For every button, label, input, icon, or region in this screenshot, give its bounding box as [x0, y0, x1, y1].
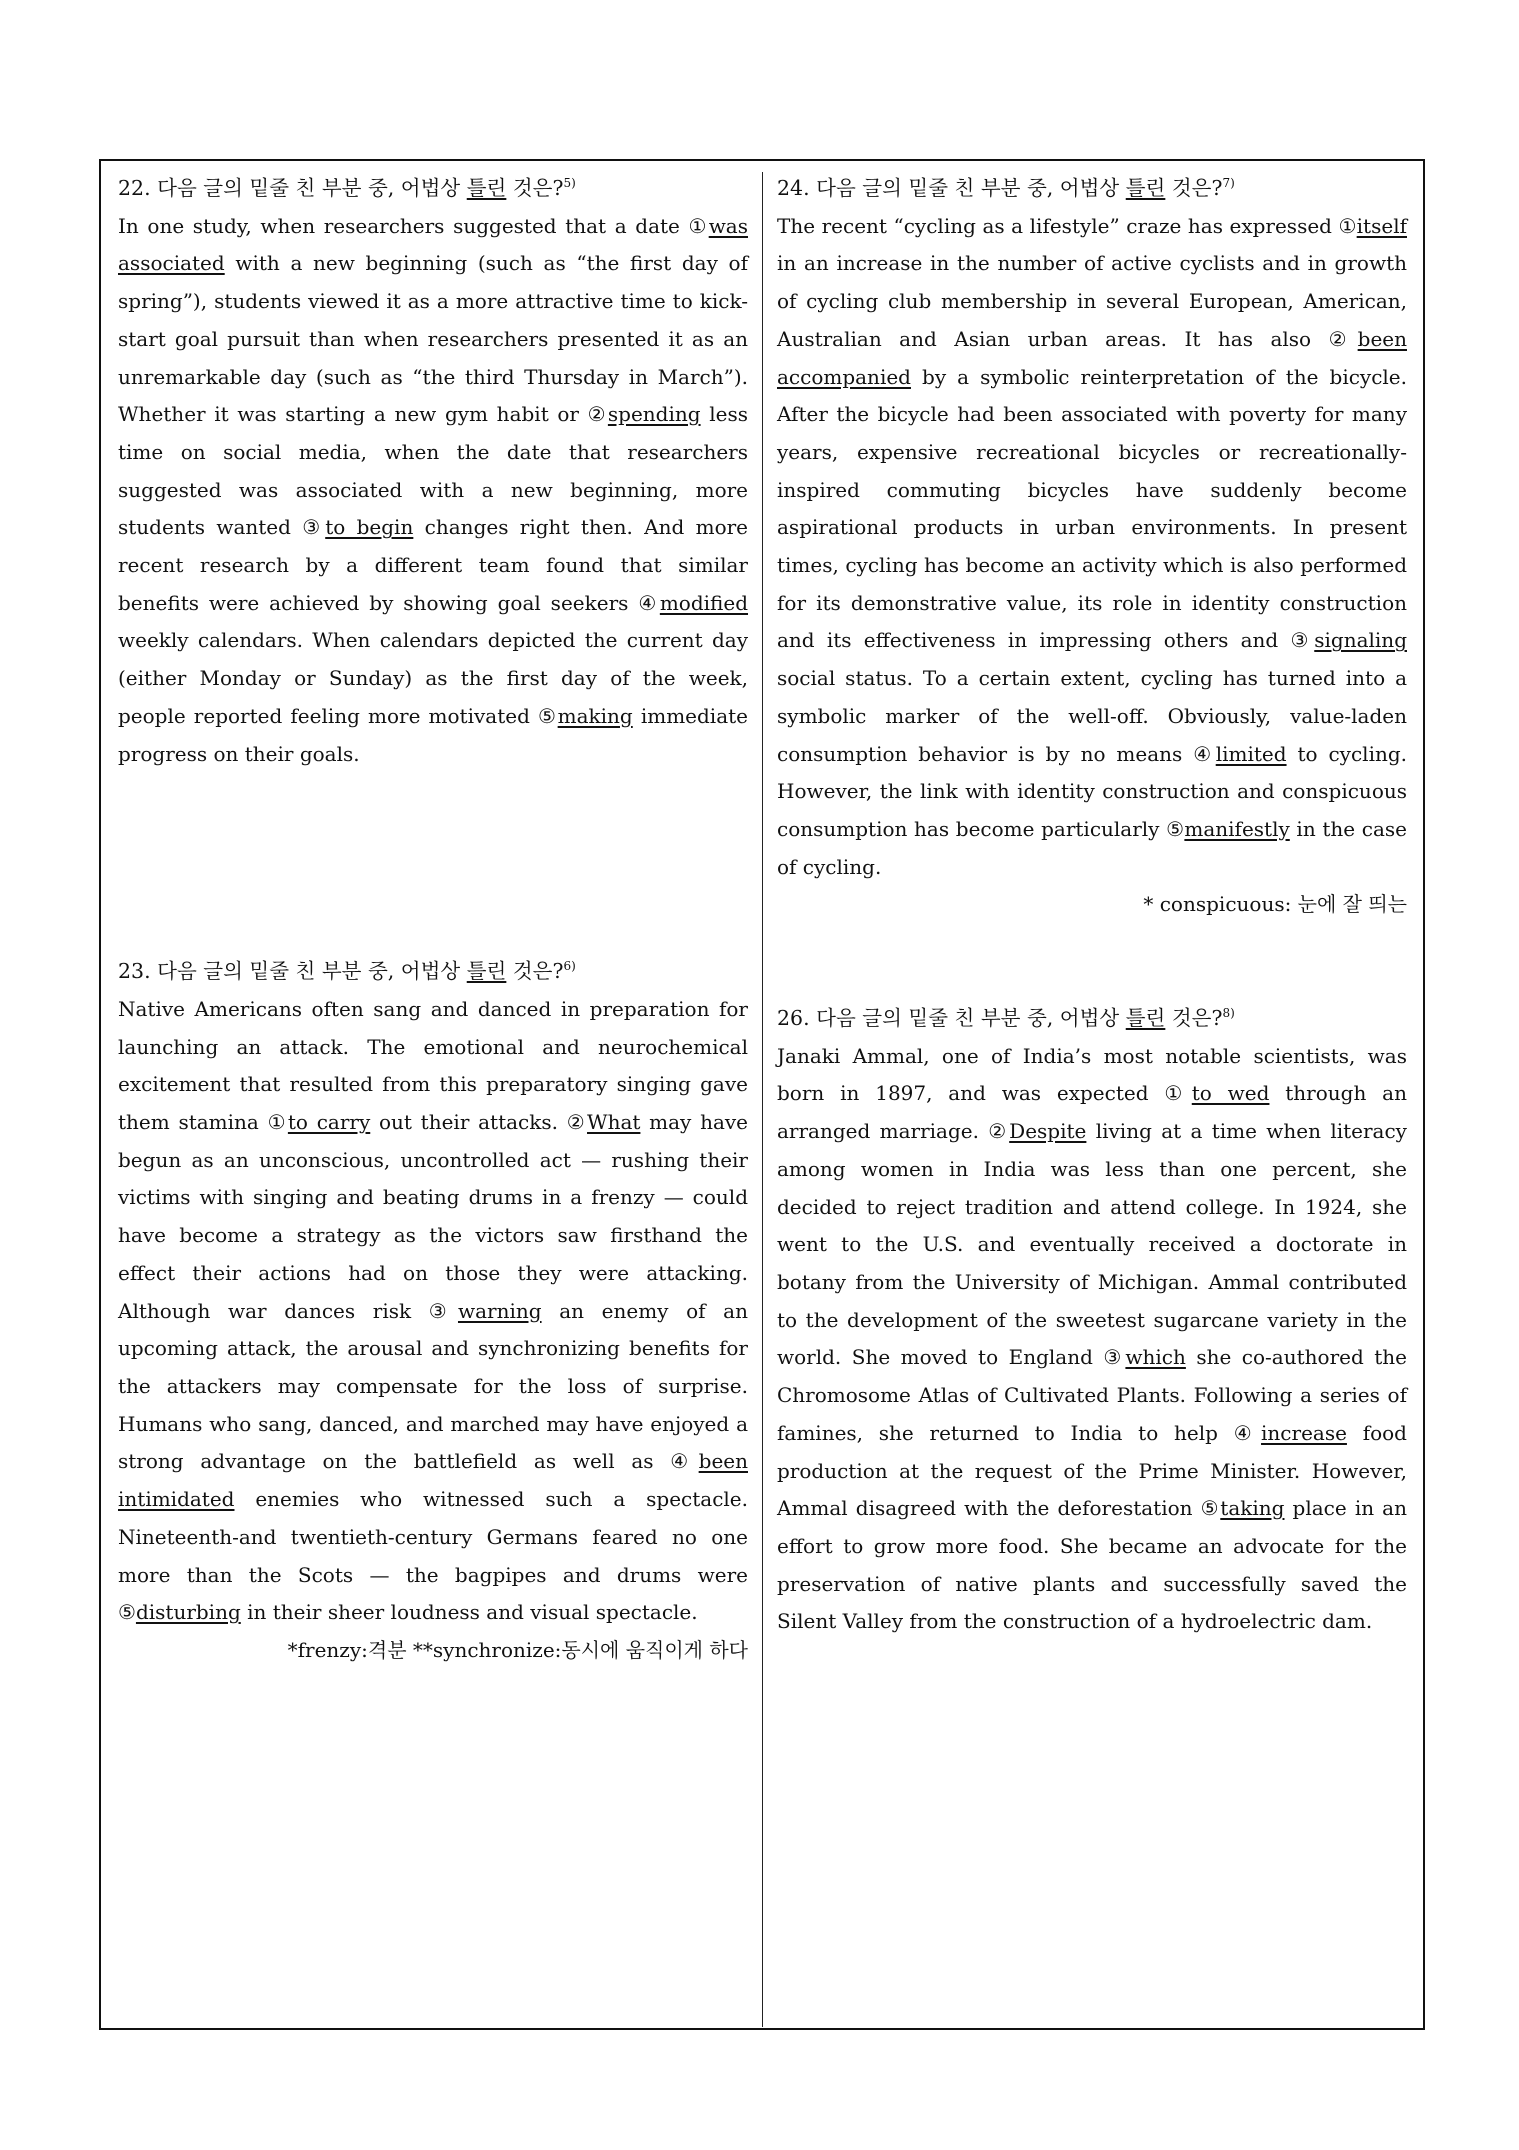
right-column	[777, 170, 1407, 1641]
underlined-choice: disturbing	[135, 1600, 241, 1625]
passage-segment: ⑤	[1166, 816, 1185, 841]
passage-segment: living at a time when literacy among women in India was less than one percent, she decided to reject tradition and attend college. In 1924, she went to the U.S. and eventually received a doctorate in botany from the University of Michigan. Ammal contributed to the development of the sweetest sugarcane variety in the world. She moved to England	[777, 1119, 1407, 1370]
passage-segment: immediate progress on their goals.	[118, 703, 748, 766]
passage-segment: social status. To a certain extent, cycling has turned into a symbolic marker of the well-off. Obviously, value-laden consumption behavior is by no means	[777, 666, 1407, 766]
passage-segment: ④	[1193, 741, 1216, 766]
passage-segment: in their sheer loudness and visual spectacle.	[240, 1600, 698, 1625]
passage-segment: Janaki Ammal, one of India’s most notable scientists, was born in 1897, and was expected	[777, 1043, 1407, 1106]
vocab-note: *frenzy:격분 **synchronize:동시에 움직이게 하다	[287, 1637, 748, 1662]
passage-segment: in the case of cycling.	[777, 816, 1407, 879]
question-22	[118, 170, 748, 773]
question-key-word: 틀린	[1125, 1006, 1166, 1031]
underlined-choice: to wed	[1191, 1081, 1270, 1106]
passage-segment: ②	[988, 1119, 1010, 1144]
passage-text	[118, 991, 748, 1632]
passage-segment: place in an effort to grow more food. She became an advocate for the preservation of native plants and successfully saved the Silent Valley from the construction of a hydroelectric dam.	[777, 1496, 1407, 1634]
question-title	[777, 1000, 1407, 1038]
passage-segment: to cycling. However, the link with identity construction and conspicuous consumption has become particularly	[777, 741, 1407, 841]
question-suffix: 것은?	[1171, 176, 1223, 200]
question-key-word: 틀린	[466, 959, 507, 984]
passage-segment: may have begun as an unconscious, uncontrolled act — rushing their victims with singing and beating drums in a frenzy — could have become a strategy as the victors saw firsthand the effect their actions had on those they were attacking. Although war dances risk	[118, 1110, 749, 1323]
underlined-choice: which	[1125, 1345, 1186, 1370]
passage-segment: changes right then. And more recent research by a different team found that similar benefits were achieved by showing goal seekers	[118, 515, 749, 615]
passage-segment: ④	[638, 590, 660, 615]
passage-segment: ③	[428, 1298, 458, 1323]
footnote-ref: 8)	[1222, 1006, 1235, 1021]
question-suffix: 것은?	[512, 959, 564, 984]
underlined-choice: itself	[1356, 213, 1407, 238]
underlined-choice: been intimidated	[118, 1449, 748, 1512]
underlined-choice: spending	[607, 402, 701, 427]
question-title	[118, 170, 748, 208]
passage-segment: ③	[302, 515, 326, 540]
underlined-choice: limited	[1215, 741, 1287, 766]
question-suffix: 것은?	[1171, 1006, 1223, 1031]
underlined-choice: been accompanied	[777, 326, 1407, 389]
passage-segment: food production at the request of the Prime Minister. However, Ammal disagreed with the deforestation	[777, 1420, 1407, 1521]
question-23	[118, 953, 748, 1669]
passage-segment: through an arranged marriage.	[777, 1081, 1407, 1144]
question-prompt: 다음 글의 밑줄 친 부분 중, 어법상	[816, 176, 1120, 200]
underlined-choice: to carry	[287, 1110, 371, 1135]
passage-segment: out their attacks.	[370, 1110, 567, 1135]
passage-segment: enemies who witnessed such a spectacle. Nineteenth-and twentieth-century Germans feared no one more than the Scots — the bagpipes and drums were	[118, 1487, 748, 1587]
passage-segment: ②	[587, 402, 608, 427]
question-number: 22.	[118, 176, 151, 200]
left-column	[118, 170, 748, 1670]
question-24	[777, 170, 1407, 924]
passage-text	[777, 1038, 1407, 1641]
passage-segment: ④	[670, 1449, 699, 1474]
underlined-choice: to begin	[325, 515, 414, 540]
underlined-choice: taking	[1220, 1496, 1285, 1521]
passage-text	[118, 208, 748, 774]
passage-segment: ①	[267, 1110, 288, 1135]
passage-segment: ①	[1338, 213, 1357, 238]
passage-segment: ①	[688, 213, 709, 238]
vocab-note: * conspicuous: 눈에 잘 띄는	[1143, 892, 1407, 917]
question-number: 23.	[118, 959, 151, 984]
underlined-choice: manifestly	[1184, 816, 1290, 841]
underlined-choice: increase	[1261, 1420, 1347, 1445]
question-number: 24.	[777, 176, 810, 200]
footnote-ref: 6)	[563, 959, 576, 974]
footnote-ref: 5)	[563, 176, 576, 191]
passage-segment: ⑤	[537, 703, 558, 728]
underlined-choice: warning	[457, 1298, 542, 1323]
underlined-choice: modified	[659, 590, 749, 615]
passage-segment: ④	[1233, 1420, 1262, 1445]
passage-segment: Native Americans often sang and danced in preparation for launching an attack. The emotional and neurochemical excitement that resulted from this preparatory singing gave them stamina	[118, 996, 748, 1135]
question-number: 26.	[777, 1006, 810, 1031]
passage-segment: In one study, when researchers suggested that a date	[118, 213, 689, 238]
question-prompt: 다음 글의 밑줄 친 부분 중, 어법상	[157, 959, 461, 984]
passage-segment: ⑤	[118, 1600, 136, 1625]
footnote-ref: 7)	[1222, 176, 1235, 191]
question-key-word: 틀린	[466, 176, 507, 200]
passage-segment: she co-authored the Chromosome Atlas of Cultivated Plants. Following a series of famines, she returned to India to help	[777, 1345, 1407, 1445]
question-title	[118, 953, 748, 991]
passage-segment: with a new beginning (such as “the first day of spring”), students viewed it as a more attractive time to kick-start goal pursuit than when researchers presented it as an unremarkable day (such as “the third Thursday in March”). Whether it was starting a new gym habit or	[118, 251, 748, 427]
passage-segment: less time on social media, when the date that researchers suggested was associated with a new beginning, more students wanted	[118, 402, 748, 540]
underlined-choice: signaling	[1314, 628, 1407, 653]
passage-segment: ②	[1328, 326, 1358, 351]
question-suffix: 것은?	[512, 176, 564, 200]
passage-segment: ⑤	[1200, 1496, 1221, 1521]
passage-segment: in an increase in the number of active cyclists and in growth of cycling club membership in several European, American, Australian and Asian urban areas. It has also	[777, 251, 1407, 351]
passage-segment: ③	[1103, 1345, 1126, 1370]
underlined-choice: making	[557, 703, 633, 728]
passage-text	[777, 208, 1407, 887]
question-prompt: 다음 글의 밑줄 친 부분 중, 어법상	[157, 176, 461, 200]
question-key-word: 틀린	[1125, 176, 1166, 200]
passage-segment: an enemy of an upcoming attack, the arousal and synchronizing benefits for the attackers may compensate for the loss of surprise. Humans who sang, danced, and marched may have enjoyed a strong advantage on the battlefield as well as	[118, 1298, 748, 1474]
underlined-choice: Despite	[1009, 1119, 1087, 1144]
underlined-choice: What	[587, 1110, 641, 1135]
underlined-choice: was associated	[118, 213, 748, 276]
column-divider	[762, 172, 763, 2027]
question-title	[777, 170, 1407, 208]
passage-segment: by a symbolic reinterpretation of the bicycle. After the bicycle had been associated with poverty for many years, expensive recreational bicycles or recreationally-inspired commuting bicycles have suddenly become aspirational products in urban environments. In present times, cycling has become an activity which is also performed for its demonstrative value, its role in identity construction and its effectiveness in impressing others and	[777, 364, 1407, 653]
passage-segment: weekly calendars. When calendars depicted the current day (either Monday or Sunday) as the first day of the week, people reported feeling more motivated	[118, 628, 748, 728]
question-prompt: 다음 글의 밑줄 친 부분 중, 어법상	[816, 1006, 1120, 1031]
passage-segment: ③	[1290, 628, 1315, 653]
question-26	[777, 1000, 1407, 1641]
passage-segment: ①	[1164, 1081, 1192, 1106]
passage-segment: ②	[566, 1110, 588, 1135]
passage-segment: The recent “cycling as a lifestyle” craze has expressed	[777, 213, 1339, 238]
